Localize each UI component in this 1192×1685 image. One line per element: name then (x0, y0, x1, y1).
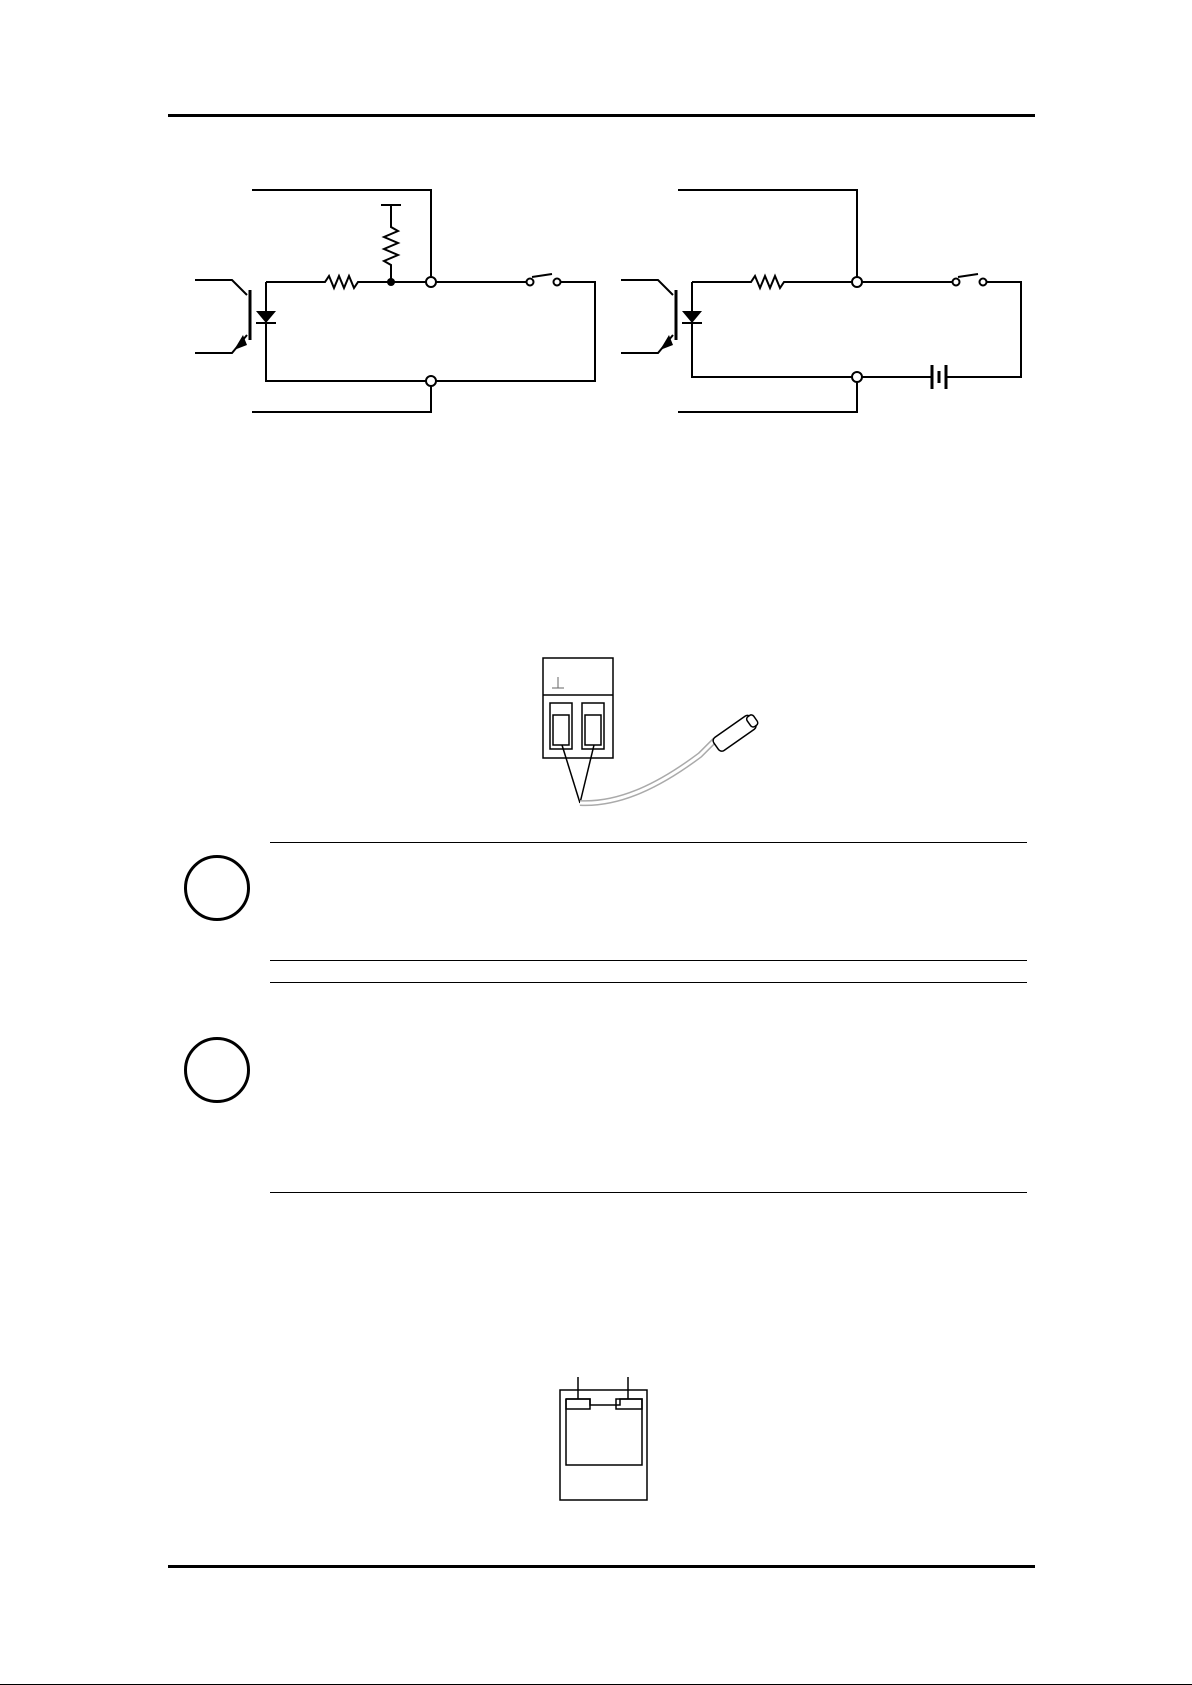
switch-contact-a (527, 279, 534, 286)
note-2-bottom-rule (270, 1192, 1027, 1193)
outer-rail-bottom (678, 377, 857, 412)
footer-rule (168, 1565, 1035, 1568)
rj45-housing (560, 1390, 647, 1500)
transistor-collector (621, 280, 673, 295)
resistor-series (266, 276, 431, 288)
circuit-diagram-right (616, 185, 1036, 415)
terminal-bottom (426, 376, 436, 386)
diode-wire (692, 282, 852, 377)
terminal-block-illustration (540, 655, 780, 815)
header-rule (168, 114, 1035, 117)
note-icon (184, 1037, 250, 1103)
resistor-series (692, 276, 852, 288)
rj45-jack-illustration (552, 1375, 652, 1505)
switch-loop (436, 282, 595, 381)
terminal-top (426, 277, 436, 287)
note-icon (184, 855, 250, 921)
switch-lever (532, 274, 552, 277)
note-1-top-rule (270, 842, 1027, 843)
led-left-icon (566, 1399, 590, 1409)
switch-lever (958, 274, 978, 277)
terminal-top (852, 277, 862, 287)
diode-icon (682, 311, 702, 323)
outer-rail-bottom (252, 381, 431, 412)
switch-contact-b (554, 279, 561, 286)
terminal-bottom (852, 372, 862, 382)
diode-wire (266, 282, 431, 381)
resistor-pullup (384, 205, 398, 282)
outer-rail-top (252, 190, 431, 282)
cable-plug (712, 712, 760, 753)
junction-dot (387, 278, 395, 286)
circuit-diagram-left (190, 185, 610, 415)
transistor-collector (195, 280, 247, 295)
note-2-top-rule (270, 982, 1027, 983)
battery-icon (932, 365, 946, 389)
switch-contact-b (980, 279, 987, 286)
diode-icon (256, 311, 276, 323)
switch-contact-a (953, 279, 960, 286)
note-1-bottom-rule (270, 960, 1027, 961)
outer-rail-top (678, 190, 857, 282)
